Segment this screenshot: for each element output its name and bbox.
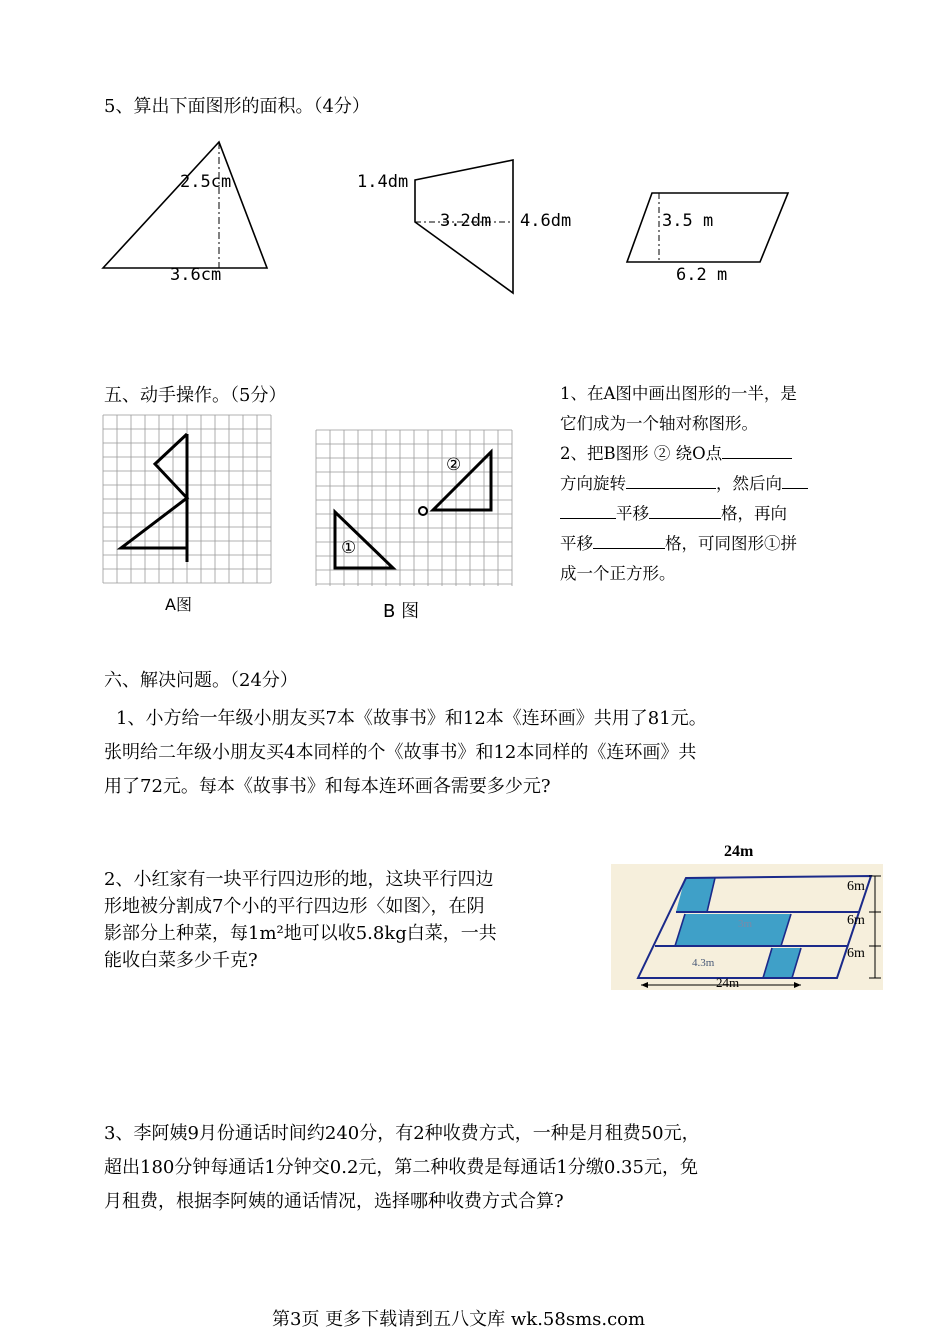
triangle-height-label: 2.5cm [180, 172, 232, 192]
problem-3-line-2: 超出180分钟每通话1分钟交0.2元，第二种收费是每通话1分缴0.35元，免 [104, 1157, 698, 1178]
grid-a-caption: A图 [165, 595, 192, 614]
parallelogram-base-label: 6.2 m [676, 265, 728, 285]
section5-title: 5、算出下面图形的面积。（4分） [104, 96, 370, 117]
trapezoid-height-label: 3.2dm [440, 211, 492, 231]
instruction-line-6: 平移 格，可同图形①拼 [560, 529, 808, 559]
field-side-label-1: 6m [847, 879, 865, 894]
rotation-instructions [560, 379, 808, 589]
field-side-label-3: 6m [847, 946, 865, 961]
triangle-base-label: 3.6cm [170, 265, 222, 285]
instruction-line-7: 成一个正方形。 [560, 564, 676, 583]
instruction-line-3: 2、把B图形 ② 绕O点 [560, 439, 808, 469]
grid-b-caption: B 图 [383, 601, 420, 622]
problem-3-line-3: 月租费，根据李阿姨的通话情况，选择哪种收费方式合算? [104, 1191, 564, 1212]
problem-3-line-1: 3、李阿姨9月份通话时间约240分，有2种收费方式，一种是月租费50元， [104, 1123, 700, 1144]
field-inner-label-1: 3m [738, 918, 753, 930]
blank-move-dir-1b[interactable] [560, 500, 616, 519]
blank-move-steps-1[interactable] [649, 500, 721, 519]
problem-3 [104, 1117, 700, 1219]
field-top-label: 24m [724, 843, 754, 860]
problem-1 [104, 702, 707, 804]
instruction-line-2: 它们成为一个轴对称图形。 [560, 414, 758, 433]
blank-move-steps-2[interactable] [593, 530, 665, 549]
parallelogram-height-label: 3.5 m [662, 211, 714, 231]
section6-title: 六、解决问题。（24分） [104, 670, 298, 691]
marker-2: ② [446, 455, 462, 475]
instruction-line-4: 方向旋转 ，然后向 [560, 469, 808, 499]
marker-1: ① [341, 538, 357, 558]
field-side-label-2: 6m [847, 913, 865, 928]
trapezoid-bottom-label: 4.6dm [520, 211, 572, 231]
problem-1-line-1: 1、小方给一年级小朋友买7本《故事书》和12本《连环画》共用了81元。 [116, 708, 707, 729]
field-bottom-label: 24m [716, 975, 740, 990]
problem-2-line-4: 能收白菜多少千克? [104, 950, 258, 971]
problem-2-line-3: 影部分上种菜，每1m²地可以收5.8kg白菜，一共 [104, 923, 497, 944]
blank-direction[interactable] [626, 470, 716, 489]
problem-2-line-1: 2、小红家有一块平行四边形的地，这块平行四边 [104, 869, 494, 890]
grid-b [316, 430, 512, 588]
page-footer: 第3页 更多下载请到五八文库 wk.58sms.com [272, 1309, 646, 1330]
instruction-line-5: 平移 格，再向 [560, 499, 808, 529]
blank-move-dir-1[interactable] [782, 470, 808, 489]
field-inner-label-2: 4.3m [692, 957, 715, 969]
problem-2-line-2: 形地被分割成7个小的平行四边形〈如图〉，在阴 [104, 896, 485, 917]
problem-1-line-3: 用了72元。每本《故事书》和每本连环画各需要多少元? [104, 776, 551, 797]
grid-a [103, 415, 273, 585]
problem-1-line-2: 张明给二年级小朋友买4本同样的个《故事书》和12本同样的《连环画》共 [104, 742, 697, 763]
instruction-line-1: 1、在A图中画出图形的一半，是 [560, 384, 797, 403]
problem-2 [104, 866, 497, 974]
section-five-title: 五、动手操作。（5分） [104, 385, 287, 406]
trapezoid-top-label: 1.4dm [357, 172, 409, 192]
blank-rotation-center[interactable] [722, 440, 792, 459]
